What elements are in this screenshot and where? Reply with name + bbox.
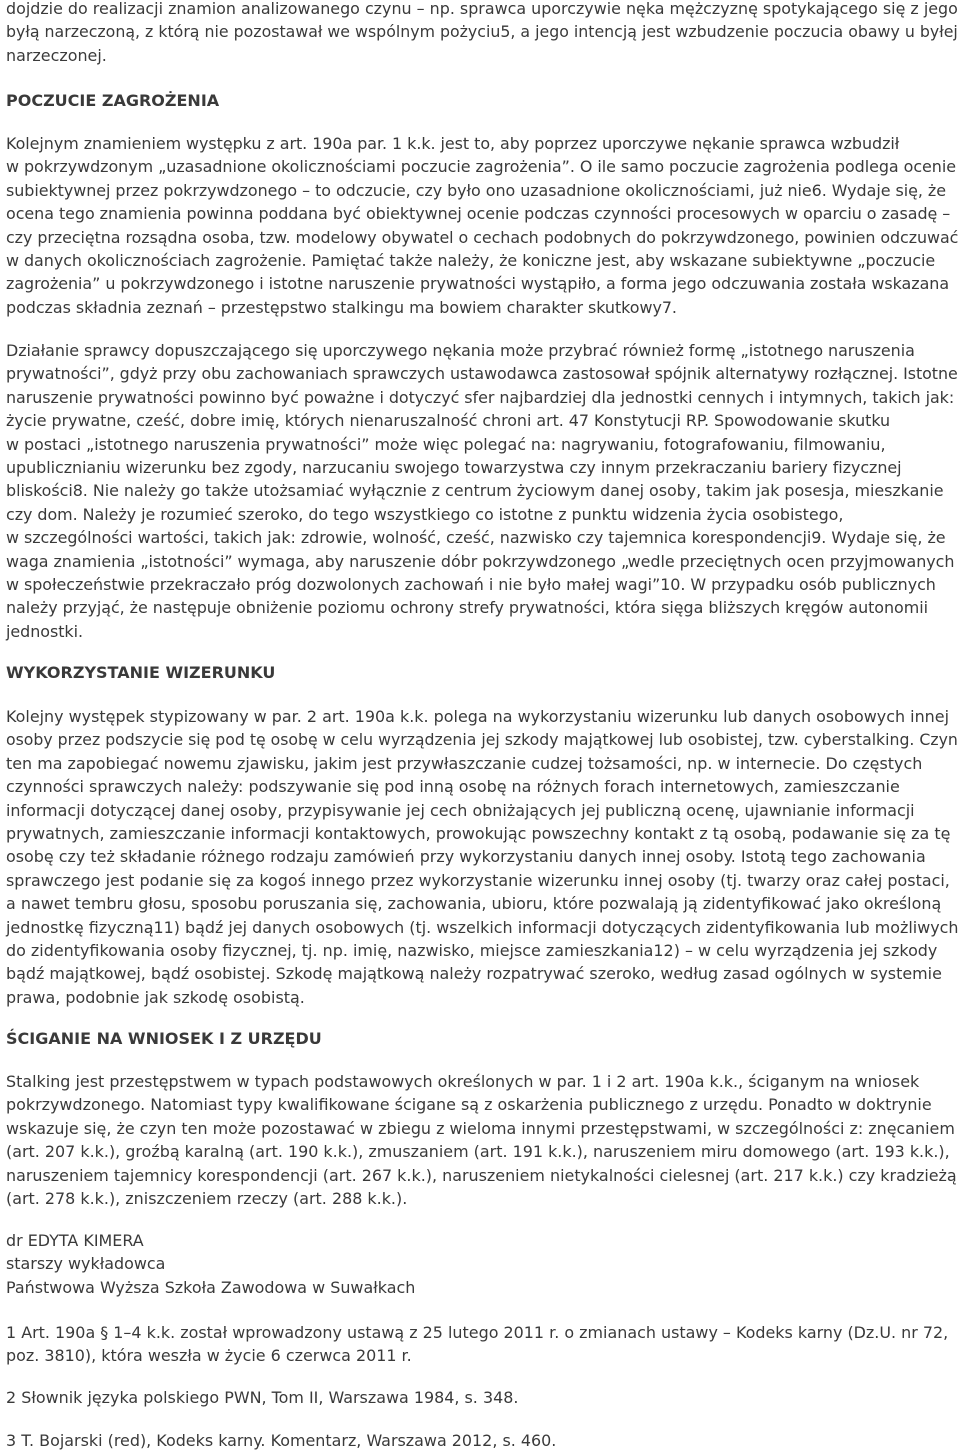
- text-line: jednostki.: [6, 621, 83, 641]
- text-line: subiektywnej przez pokrzywdzonego – to odczucie, czy było ono uzasadnione okolicznościami, już nie6. Wydaje się, że: [6, 180, 946, 200]
- section-heading-threat: POCZUCIE ZAGROŻENIA: [6, 91, 220, 110]
- author-name: dr EDYTA KIMERA: [6, 1231, 144, 1250]
- footnote-3: [6, 1429, 960, 1452]
- text-line: bądź majątkowej, bądź osobistej. Szkodę majątkową należy rozpatrywać szeroko, według zasad ogólnych w systemie: [6, 964, 942, 984]
- text-line: byłą narzeczoną, z którą nie pozostawał we wspólnym pożyciu5, a jego intencją jest wzbudzenie poczucia obawy u byłej: [6, 22, 958, 42]
- text-line: w społeczeństwie przekraczało próg dozwolonych zachowań i nie było małej wagi”10. W przypadku osób publicznych: [6, 575, 936, 595]
- text-line: ten ma zapobiegać nowemu zjawisku, jakim jest przywłaszczanie cudzej tożsamości, np. w internecie. Do częstych: [6, 753, 923, 773]
- text-line: życie prywatne, cześć, dobre imię, których nienaruszalność chroni art. 47 Konstytucji RP. Spowodowanie skutku: [6, 411, 891, 431]
- text-line: sprawczego jest podanie się za kogoś innego przez wykorzystanie wizerunku innej osoby (tj. twarzy oraz całej postaci,: [6, 870, 950, 890]
- text-line: upublicznianiu wizerunku bez zgody, narzucaniu swojego towarzystwa czy innym przekraczaniu bariery fizycznej: [6, 458, 902, 478]
- author-institution: Państwowa Wyższa Szkoła Zawodowa w Suwałkach: [6, 1277, 416, 1297]
- footnote-line: 3 T. Bojarski (red), Kodeks karny. Komentarz, Warszawa 2012, s. 460.: [6, 1431, 557, 1450]
- text-line: (art. 278 k.k.), zniszczeniem rzeczy (art. 288 k.k.).: [6, 1189, 408, 1209]
- threat-paragraph-1: [6, 132, 960, 319]
- footnote-1: [6, 1321, 960, 1368]
- text-line: narzeczonej.: [6, 45, 107, 65]
- text-line: należy przyjąć, że następuje obniżenie poziomu ochrony strefy prywatności, która sięga bliższych kręgów autonomii: [6, 598, 928, 618]
- author-signature: [6, 1229, 960, 1299]
- footnote-line: poz. 3810), która weszła w życie 6 czerwca 2011 r.: [6, 1346, 412, 1366]
- text-line: w postaci „istotnego naruszenia prywatności” może więc polegać na: nagrywaniu, fotografowaniu, filmowaniu,: [6, 434, 886, 454]
- threat-paragraph-2: [6, 339, 960, 643]
- text-line: naruszeniem tajemnicy korespondencji (art. 267 k.k.), naruszeniem nietykalności cielesnej (art. 217 k.k.) czy kradzieżą: [6, 1165, 957, 1185]
- section-heading-prosecution: ŚCIGANIE NA WNIOSEK I Z URZĘDU: [6, 1029, 322, 1048]
- text-line: w danych okolicznościach zagrożenie. Pamiętać także należy, że koniczne jest, aby wskazane subiektywne „poczucie: [6, 251, 936, 271]
- section-heading-image-use: WYKORZYSTANIE WIZERUNKU: [6, 663, 276, 682]
- image-use-paragraph: [6, 705, 960, 1009]
- text-line: prywatnych, zamieszczanie informacji kontaktowych, prowokując powszechny kontakt z tą osobą, podawanie się za tę: [6, 824, 951, 844]
- text-line: pokrzywdzonego. Natomiast typy kwalifikowane ścigane są z oskarżenia publicznego z urzędu. Ponadto w doktrynie: [6, 1095, 932, 1115]
- footnote-line: 1 Art. 190a § 1–4 k.k. został wprowadzony ustawą z 25 lutego 2011 r. o zmianach ustawy – Kodeks karny (Dz.U. nr 72,: [6, 1323, 949, 1342]
- text-line: naruszenie prywatności powinno być poważne i dotyczyć sfer najbardziej dla jednostki cennych i intymnych, takich jak:: [6, 387, 955, 407]
- footnote-line: 2 Słownik języka polskiego PWN, Tom II, Warszawa 1984, s. 348.: [6, 1388, 519, 1407]
- text-line: a nawet tembru głosu, sposobu poruszania się, zachowania, ubioru, które pozwalają ją zidentyfikować jako określoną: [6, 894, 942, 914]
- prosecution-paragraph: [6, 1070, 960, 1210]
- intro-paragraph: [6, 0, 960, 67]
- text-line: czynności sprawczych należy: podszywanie się pod inną osobę na różnych forach internetowych, zamieszczanie: [6, 777, 900, 797]
- text-line: zagrożenia” u pokrzywdzonego i istotne naruszenie prywatności wystąpiło, a forma jego odczuwania została wskazana: [6, 274, 950, 294]
- text-line: Kolejny występek stypizowany w par. 2 art. 190a k.k. polega na wykorzystaniu wizerunku lub danych osobowych innej: [6, 707, 950, 726]
- text-line: Kolejnym znamieniem występku z art. 190a par. 1 k.k. jest to, aby poprzez uporczywe nękanie sprawca wzbudził: [6, 134, 900, 153]
- text-line: (art. 207 k.k.), groźbą karalną (art. 190 k.k.), zmuszaniem (art. 191 k.k.), naruszeniem miru domowego (art. 193 k.k.),: [6, 1142, 950, 1162]
- text-line: prywatności”, gdyż przy obu zachowaniach sprawczych ustawodawca zastosował spójnik alternatywy rozłącznej. Istotne: [6, 364, 958, 384]
- text-line: do zidentyfikowania osoby fizycznej, tj. np. imię, nazwisko, miejsce zamieszkania12) – w celu wyrządzenia jej szkody: [6, 941, 938, 961]
- text-line: podczas składnia zeznań – przestępstwo stalkingu ma bowiem charakter skutkowy7.: [6, 297, 677, 317]
- text-line: czy przeciętna rozsądna osoba, tzw. modelowy obywatel o cechach podobnych do pokrzywdzonego, powinien odczuwać: [6, 227, 959, 247]
- text-line: w pokrzywdzonym „uzasadnione okolicznościami poczucie zagrożenia”. O ile samo poczucie zagrożenia podlega ocenie: [6, 157, 956, 177]
- text-line: bliskości8. Nie należy go także utożsamiać wyłącznie z centrum życiowym danej osoby, takim jak posesja, mieszkanie: [6, 481, 944, 501]
- text-line: wskazuje się, że czyn ten może pozostawać w zbiegu z wieloma innymi przestępstwami, w szczególności z: znęcaniem: [6, 1118, 955, 1138]
- text-line: informacji dotyczącej danej osoby, przypisywanie jej cech obniżających jej publiczną ocenę, ujawnianie informacji: [6, 800, 915, 820]
- text-line: osoby przez podszycie się pod tę osobę w celu wyrządzenia jej szkody majątkowej lub osobistej, tzw. cyberstalking. Czyn: [6, 730, 958, 750]
- text-line: Działanie sprawcy dopuszczającego się uporczywego nękania może przybrać również formę „istotnego naruszenia: [6, 341, 915, 360]
- text-line: jednostkę fizyczną11) bądź jej danych osobowych (tj. wszelkich informacji dotyczących zidentyfikowania lub możliwych: [6, 917, 959, 937]
- text-line: w szczególności wartości, takich jak: zdrowie, wolność, cześć, nazwisko czy tajemnica korespondencji9. Wydaje się, że: [6, 528, 946, 548]
- footnote-2: [6, 1386, 960, 1409]
- text-line: Stalking jest przestępstwem w typach podstawowych określonych w par. 1 i 2 art. 190a k.k., ściganym na wniosek: [6, 1072, 920, 1091]
- text-line: prawa, podobnie jak szkodę osobistą.: [6, 987, 305, 1007]
- text-line: dojdzie do realizacji znamion analizowanego czynu – np. sprawca uporczywie nęka mężczyznę spotykającego się z jego: [6, 0, 958, 18]
- text-line: waga znamienia „istotności” wymaga, aby naruszenie dóbr pokrzywdzonego „wedle przeciętnych ocen przyjmowanych: [6, 551, 955, 571]
- text-line: osobę czy też składanie różnego rodzaju zamówień przy wykorzystaniu danych innej osoby. Istotą tego zachowania: [6, 847, 926, 867]
- text-line: czy dom. Należy je rozumieć szeroko, do tego wszystkiego co istotne z punktu widzenia życia osobistego,: [6, 504, 844, 524]
- text-line: ocena tego znamienia powinna poddana być obiektywnej ocenie podczas czynności procesowych w oparciu o zasadę –: [6, 204, 951, 224]
- author-role: starszy wykładowca: [6, 1254, 166, 1274]
